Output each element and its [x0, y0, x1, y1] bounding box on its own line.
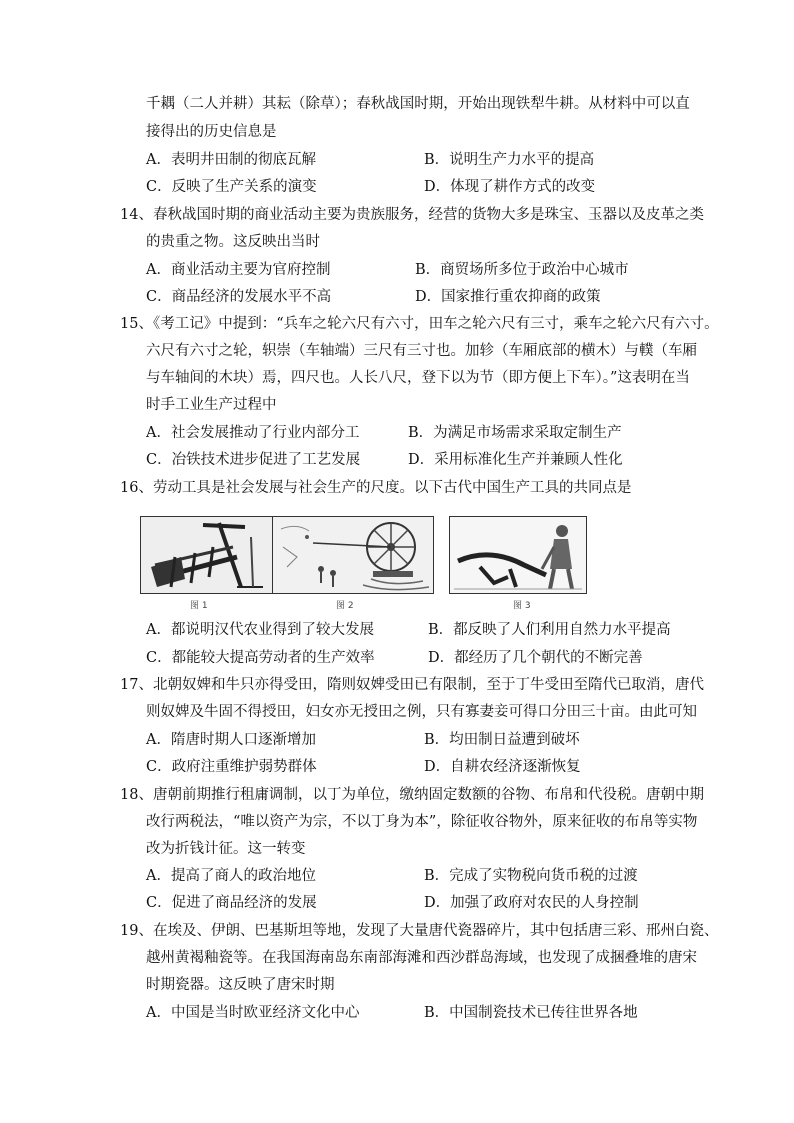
q17-option-b: B．均田制日益遭到破坏 [424, 732, 580, 748]
q18-stem-line2: 改行两税法，“唯以资产为宗，不以丁身为本”，除征收谷物外，原来征收的布帛等实物 [146, 814, 698, 830]
q16-option-a: A．都说明汉代农业得到了较大发展 [146, 622, 374, 638]
q15-stem-line1: 15、《考工记》中提到：“兵车之轮六尺有六寸，田车之轮六尺有三寸，乘车之轮六尺有六寸。 [120, 316, 719, 332]
q15-stem-line2: 六尺有六寸之轮，轵崇（车轴端）三尺有三寸也。加轸（车厢底部的横木）与轐（车厢 [146, 343, 697, 359]
q15-option-d: D．采用标准化生产并兼顾人性化 [408, 452, 623, 468]
q13-stem-line2: 接得出的历史信息是 [146, 124, 277, 140]
q18-option-d: D．加强了政府对农民的人身控制 [424, 895, 639, 911]
q17-option-a: A．隋唐时期人口逐渐增加 [146, 732, 316, 748]
q15-stem-line4: 时手工业生产过程中 [146, 397, 277, 413]
q19-option-a: A．中国是当时欧亚经济文化中心 [146, 1005, 360, 1021]
q18-stem-line3: 改为折钱计征。这一转变 [146, 841, 306, 857]
q17-stem-line2: 则奴婢及牛固不得授田，妇女亦无授田之例，只有寡妻妾可得口分田三十亩。由此可知 [146, 704, 697, 720]
q15-stem-line3: 与车轴间的木块）焉，四尺也。人长八尺，登下以为节（即方便上下车）。”这表明在当 [146, 370, 690, 386]
water-wheel-illustration [273, 517, 433, 593]
q18-option-b: B．完成了实物税向货币税的过渡 [424, 868, 638, 884]
q13-option-c: C．反映了生产关系的演变 [146, 179, 317, 195]
q14-stem-line2: 的贵重之物。这反映出当时 [146, 234, 320, 250]
q18-option-c: C．促进了商品经济的发展 [146, 895, 317, 911]
q19-option-b: B．中国制瓷技术已传往世界各地 [424, 1005, 638, 1021]
q17-option-c: C．政府注重维护弱势群体 [146, 759, 317, 775]
figure-1 [140, 516, 274, 611]
q13-stem-line1: 千耦（二人并耕）其耘（除草）；春秋战国时期，开始出现铁犁牛耕。从材料中可以直 [146, 96, 690, 112]
q16-option-b: B．都反映了人们利用自然力水平提高 [428, 622, 671, 638]
q19-stem-line1: 19、在埃及、伊朗、巴基斯坦等地，发现了大量唐代瓷器碎片，其中包括唐三彩、邢州白瓷、 [120, 923, 719, 939]
figure-1-caption: 图 1 [190, 601, 208, 611]
q17-option-d: D．自耕农经济逐渐恢复 [424, 759, 581, 775]
man-ploughing-illustration [450, 517, 586, 593]
q13-option-d: D．体现了耕作方式的改变 [424, 179, 596, 195]
q15-option-b: B．为满足市场需求采取定制生产 [408, 425, 622, 441]
q15-option-a: A．社会发展推动了行业内部分工 [146, 425, 360, 441]
q14-option-c: C．商品经济的发展水平不高 [146, 289, 332, 305]
figure-3 [449, 516, 587, 611]
q14-option-a: A．商业活动主要为官府控制 [146, 262, 331, 278]
q19-stem-line2: 越州黄褐釉瓷等。在我国海南岛东南部海滩和西沙群岛海域，也发现了成捆叠堆的唐宋 [146, 950, 697, 966]
q17-stem-line1: 17、北朝奴婢和牛只亦得受田，隋则奴婢受田已有限制，至于丁牛受田至隋代已取消，唐代 [120, 677, 704, 693]
q18-stem-line1: 18、唐朝前期推行租庸调制，以丁为单位，缴纳固定数额的谷物、布帛和代役税。唐朝中期 [120, 787, 704, 803]
figure-2 [272, 516, 434, 611]
q14-option-b: B．商贸场所多位于政治中心城市 [415, 262, 629, 278]
q15-option-c: C．冶铁技术进步促进了工艺发展 [146, 452, 361, 468]
q14-stem-line1: 14、春秋战国时期的商业活动主要为贵族服务，经营的货物大多是珠宝、玉器以及皮革之类 [120, 207, 704, 223]
q16-option-d: D．都经历了几个朝代的不断完善 [428, 650, 643, 666]
q18-option-a: A．提高了商人的政治地位 [146, 868, 316, 884]
q16-option-c: C．都能较大提高劳动者的生产效率 [146, 650, 375, 666]
figure-3-caption: 图 3 [513, 601, 531, 611]
q19-stem-line3: 时期瓷器。这反映了唐宋时期 [146, 977, 335, 993]
q13-option-b: B．说明生产力水平的提高 [424, 152, 595, 168]
q14-option-d: D．国家推行重农抑商的政策 [415, 289, 601, 305]
q13-option-a: A．表明井田制的彻底瓦解 [146, 152, 316, 168]
q16-stem-line1: 16、劳动工具是社会发展与社会生产的尺度。以下古代中国生产工具的共同点是 [120, 480, 632, 496]
figure-2-caption: 图 2 [336, 601, 354, 611]
plough-tool-illustration [141, 517, 273, 593]
